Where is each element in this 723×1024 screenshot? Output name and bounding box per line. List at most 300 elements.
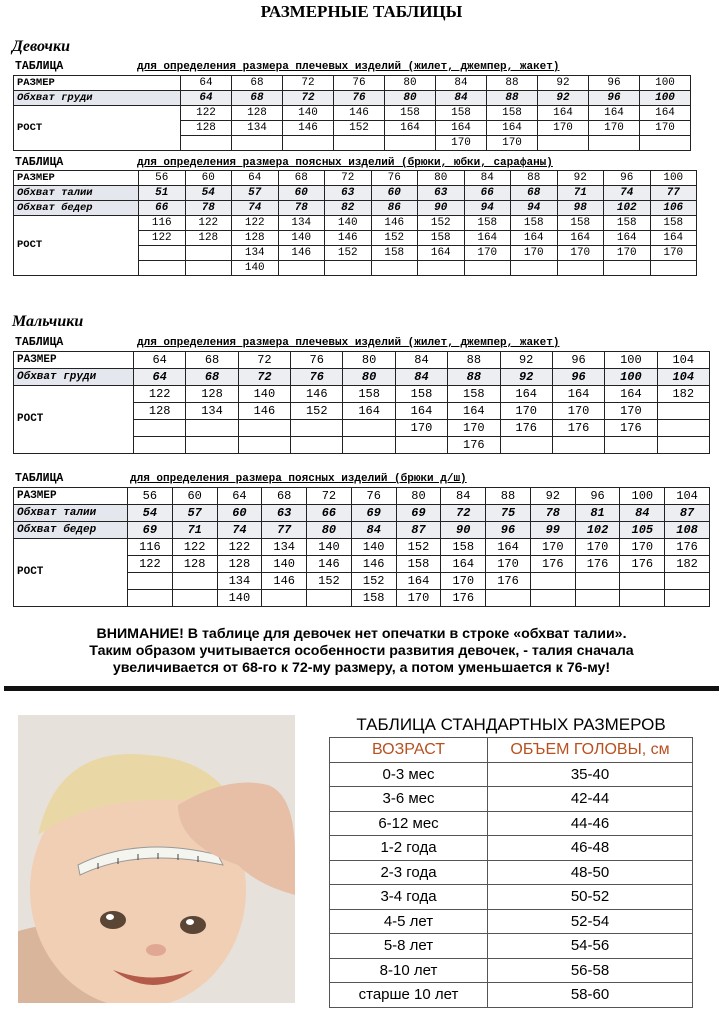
table-cell	[538, 136, 589, 151]
table-cell	[186, 437, 238, 454]
table-cell	[557, 261, 604, 276]
table-cell: 66	[307, 505, 352, 522]
col-age-header: ВОЗРАСТ	[330, 738, 488, 763]
table-cell: 146	[278, 246, 325, 261]
table-cell: 158	[487, 106, 538, 121]
table-cell: 122	[181, 106, 232, 121]
table-cell: 164	[604, 231, 651, 246]
table-cell: 158	[371, 246, 418, 261]
table-cell: 64	[232, 171, 279, 186]
table-cell: 134	[262, 539, 307, 556]
girls-shoulder-table	[13, 75, 691, 151]
table-cell: 104	[657, 369, 709, 386]
table-cell	[605, 437, 657, 454]
table-cell: 164	[395, 403, 447, 420]
table-cell: 146	[291, 386, 343, 403]
child-head-measure-photo	[18, 715, 295, 1003]
table-cell: 158	[395, 386, 447, 403]
table-cell: 140	[232, 261, 279, 276]
row-label: РАЗМЕР	[14, 352, 134, 369]
row-label: РОСТ	[14, 539, 128, 607]
table-row	[330, 860, 693, 885]
warning-line-1: ВНИМАНИЕ! В таблице для девочек нет опечатки в строке «обхват талии».	[96, 626, 627, 642]
head-size-cell: 48-50	[488, 860, 693, 885]
table-cell: 88	[487, 91, 538, 106]
table-cell: 51	[139, 186, 186, 201]
table-cell: 96	[604, 171, 651, 186]
girls-waist-table	[13, 170, 697, 276]
table-cell: 82	[325, 201, 372, 216]
girls-t2-label: ТАБЛИЦА	[15, 156, 64, 169]
table-row	[14, 505, 710, 522]
table-cell	[511, 261, 558, 276]
table-row	[14, 171, 697, 186]
table-cell: 134	[186, 403, 238, 420]
table-cell: 164	[552, 386, 604, 403]
table-cell: 176	[530, 556, 575, 573]
table-cell: 140	[351, 539, 396, 556]
table-cell: 158	[650, 216, 697, 231]
table-cell: 80	[396, 488, 441, 505]
age-cell: 6-12 мес	[330, 811, 488, 836]
row-label: РОСТ	[14, 106, 181, 151]
table-cell: 164	[418, 246, 465, 261]
table-cell: 146	[371, 216, 418, 231]
table-cell: 176	[575, 556, 620, 573]
table-cell: 54	[185, 186, 232, 201]
head-size-cell: 44-46	[488, 811, 693, 836]
table-cell: 100	[605, 369, 657, 386]
table-cell: 164	[640, 106, 691, 121]
table-cell: 164	[605, 386, 657, 403]
table-cell: 69	[396, 505, 441, 522]
page-title: РАЗМЕРНЫЕ ТАБЛИЦЫ	[260, 2, 463, 21]
table-cell: 90	[418, 201, 465, 216]
warning-note	[0, 626, 723, 677]
table-cell: 84	[436, 91, 487, 106]
table-cell: 158	[604, 216, 651, 231]
table-row	[14, 386, 710, 403]
table-row	[330, 787, 693, 812]
row-label: РОСТ	[14, 216, 139, 276]
child-photo-illustration	[18, 715, 295, 1003]
table-cell: 76	[334, 91, 385, 106]
table-cell: 170	[395, 420, 447, 437]
table-row	[330, 934, 693, 959]
table-cell: 71	[557, 186, 604, 201]
table-cell: 164	[557, 231, 604, 246]
table-cell: 64	[217, 488, 262, 505]
table-row	[14, 216, 697, 231]
table-cell: 152	[334, 121, 385, 136]
table-cell: 122	[134, 386, 186, 403]
table-cell: 96	[552, 369, 604, 386]
head-size-cell: 42-44	[488, 787, 693, 812]
table-cell: 140	[307, 539, 352, 556]
table-cell	[657, 403, 709, 420]
table-cell: 68	[232, 91, 283, 106]
table-cell: 140	[283, 106, 334, 121]
table-row	[14, 91, 691, 106]
row-label: РОСТ	[14, 386, 134, 454]
table-cell: 128	[232, 231, 279, 246]
row-label: Обхват бедер	[14, 522, 128, 539]
table-row	[14, 201, 697, 216]
table-cell	[291, 437, 343, 454]
table-cell	[620, 590, 665, 607]
table-cell: 152	[351, 573, 396, 590]
table-cell: 84	[441, 488, 486, 505]
table-cell: 152	[325, 246, 372, 261]
table-cell: 128	[217, 556, 262, 573]
table-row	[330, 958, 693, 983]
table-cell: 158	[557, 216, 604, 231]
age-cell: 8-10 лет	[330, 958, 488, 983]
boys-shoulder-table	[13, 351, 710, 454]
table-cell: 60	[371, 186, 418, 201]
row-label: Обхват талии	[14, 505, 128, 522]
table-cell: 88	[487, 76, 538, 91]
table-cell: 170	[552, 403, 604, 420]
table-cell: 128	[186, 386, 238, 403]
table-cell: 84	[351, 522, 396, 539]
table-cell: 96	[486, 522, 531, 539]
table-cell: 64	[181, 76, 232, 91]
table-cell: 170	[605, 403, 657, 420]
table-row	[14, 186, 697, 201]
table-cell: 69	[128, 522, 173, 539]
table-cell: 140	[278, 231, 325, 246]
table-row	[330, 811, 693, 836]
table-cell: 122	[139, 231, 186, 246]
table-cell: 116	[128, 539, 173, 556]
table-row	[14, 539, 710, 556]
table-row	[14, 369, 710, 386]
table-cell: 88	[448, 369, 500, 386]
table-cell: 68	[232, 76, 283, 91]
table-cell: 158	[351, 590, 396, 607]
table-cell	[657, 437, 709, 454]
table-cell	[128, 590, 173, 607]
table-cell: 170	[650, 246, 697, 261]
table-cell: 66	[464, 186, 511, 201]
table-cell: 146	[351, 556, 396, 573]
table-cell	[134, 437, 186, 454]
head-size-cell: 46-48	[488, 836, 693, 861]
table-cell: 128	[172, 556, 217, 573]
table-cell: 68	[278, 171, 325, 186]
row-label: Обхват талии	[14, 186, 139, 201]
table-cell: 140	[238, 386, 290, 403]
table-cell: 80	[385, 91, 436, 106]
age-cell: 5-8 лет	[330, 934, 488, 959]
table-cell	[640, 136, 691, 151]
table-cell: 69	[351, 505, 396, 522]
table-cell: 134	[217, 573, 262, 590]
table-cell: 68	[262, 488, 307, 505]
table-cell: 100	[650, 171, 697, 186]
table-cell: 134	[232, 121, 283, 136]
table-cell: 84	[395, 369, 447, 386]
table-cell: 72	[307, 488, 352, 505]
table-cell: 176	[620, 556, 665, 573]
table-cell: 164	[511, 231, 558, 246]
table-cell: 104	[657, 352, 709, 369]
table-cell: 84	[436, 76, 487, 91]
table-cell: 96	[589, 91, 640, 106]
table-cell	[139, 246, 186, 261]
table-cell: 68	[186, 352, 238, 369]
row-label: РАЗМЕР	[14, 488, 128, 505]
table-cell: 170	[530, 539, 575, 556]
table-cell: 128	[134, 403, 186, 420]
table-row	[330, 762, 693, 787]
table-cell	[665, 573, 710, 590]
table-cell: 164	[650, 231, 697, 246]
table-cell: 74	[217, 522, 262, 539]
head-size-cell: 52-54	[488, 909, 693, 934]
table-cell: 170	[448, 420, 500, 437]
table-cell	[371, 261, 418, 276]
table-cell	[232, 136, 283, 151]
table-cell	[395, 437, 447, 454]
table-cell	[530, 573, 575, 590]
head-size-cell: 35-40	[488, 762, 693, 787]
table-cell: 87	[396, 522, 441, 539]
table-cell: 77	[262, 522, 307, 539]
table-cell: 68	[511, 186, 558, 201]
table-cell: 56	[128, 488, 173, 505]
table-cell: 76	[334, 76, 385, 91]
table-cell: 63	[325, 186, 372, 201]
table-cell: 146	[238, 403, 290, 420]
table-cell	[291, 420, 343, 437]
table-cell	[278, 261, 325, 276]
table-cell: 134	[232, 246, 279, 261]
table-cell: 96	[575, 488, 620, 505]
table-cell: 164	[441, 556, 486, 573]
table-cell: 72	[238, 369, 290, 386]
table-cell: 158	[441, 539, 486, 556]
age-cell: 2-3 года	[330, 860, 488, 885]
table-cell: 170	[538, 121, 589, 136]
table-cell: 64	[181, 91, 232, 106]
table-cell: 170	[620, 539, 665, 556]
table-row	[330, 836, 693, 861]
table-cell: 102	[575, 522, 620, 539]
table-row	[14, 488, 710, 505]
row-label: Обхват груди	[14, 91, 181, 106]
table-cell: 80	[343, 352, 395, 369]
table-cell: 72	[238, 352, 290, 369]
boys-t1-desc: для определения размера плечевых изделий (жилет, джемпер, жакет)	[137, 337, 560, 349]
section-divider	[4, 686, 719, 691]
table-cell	[128, 573, 173, 590]
table-cell	[500, 437, 552, 454]
table-cell: 100	[640, 91, 691, 106]
table-cell: 158	[464, 216, 511, 231]
table-cell: 81	[575, 505, 620, 522]
table-cell: 158	[343, 386, 395, 403]
age-cell: 3-4 года	[330, 885, 488, 910]
table-cell	[307, 590, 352, 607]
col-head-header: ОБЪЕМ ГОЛОВЫ, см	[488, 738, 693, 763]
table-cell: 68	[186, 369, 238, 386]
table-cell	[575, 573, 620, 590]
table-cell: 170	[589, 121, 640, 136]
table-cell: 116	[139, 216, 186, 231]
row-label: РАЗМЕР	[14, 76, 181, 91]
table-cell: 158	[511, 216, 558, 231]
table-cell: 56	[139, 171, 186, 186]
table-cell	[530, 590, 575, 607]
table-cell: 92	[557, 171, 604, 186]
table-cell: 66	[139, 201, 186, 216]
row-label: Обхват бедер	[14, 201, 139, 216]
table-cell: 170	[436, 136, 487, 151]
table-cell: 92	[500, 369, 552, 386]
table-cell	[486, 590, 531, 607]
table-cell	[185, 261, 232, 276]
table-cell: 84	[395, 352, 447, 369]
table-cell: 64	[134, 369, 186, 386]
table-cell: 76	[371, 171, 418, 186]
table-row	[330, 983, 693, 1008]
table-cell	[172, 573, 217, 590]
table-cell: 146	[262, 573, 307, 590]
table-cell: 63	[418, 186, 465, 201]
table-cell: 146	[325, 231, 372, 246]
table-cell: 54	[128, 505, 173, 522]
table-cell: 102	[604, 201, 651, 216]
table-cell: 76	[351, 488, 396, 505]
row-label: РАЗМЕР	[14, 171, 139, 186]
table-cell: 96	[552, 352, 604, 369]
table-cell: 80	[307, 522, 352, 539]
table-cell	[172, 590, 217, 607]
table-cell: 158	[396, 556, 441, 573]
table-cell: 170	[557, 246, 604, 261]
table-cell: 99	[530, 522, 575, 539]
table-cell: 94	[464, 201, 511, 216]
table-cell: 164	[538, 106, 589, 121]
table-cell: 170	[464, 246, 511, 261]
table-cell: 122	[128, 556, 173, 573]
table-cell: 77	[650, 186, 697, 201]
table-cell: 152	[371, 231, 418, 246]
table-cell: 176	[486, 573, 531, 590]
head-size-cell: 56-58	[488, 958, 693, 983]
table-cell: 170	[640, 121, 691, 136]
age-cell: 4-5 лет	[330, 909, 488, 934]
table-cell: 140	[262, 556, 307, 573]
table-cell: 88	[448, 352, 500, 369]
table-cell: 128	[185, 231, 232, 246]
table-cell: 170	[486, 556, 531, 573]
table-cell: 164	[589, 106, 640, 121]
age-cell: 1-2 года	[330, 836, 488, 861]
table-cell: 87	[665, 505, 710, 522]
table-cell: 182	[665, 556, 710, 573]
table-cell: 158	[385, 106, 436, 121]
table-cell: 108	[665, 522, 710, 539]
table-cell: 158	[448, 386, 500, 403]
table-cell: 134	[278, 216, 325, 231]
table-cell: 80	[385, 76, 436, 91]
table-cell: 88	[511, 171, 558, 186]
table-cell: 128	[181, 121, 232, 136]
table-row	[14, 106, 691, 121]
table-cell: 96	[589, 76, 640, 91]
table-cell: 140	[325, 216, 372, 231]
table-cell	[589, 136, 640, 151]
table-cell: 146	[307, 556, 352, 573]
table-cell	[343, 420, 395, 437]
table-cell: 57	[232, 186, 279, 201]
warning-line-3: увеличивается от 68-го к 72-му размеру, а потом уменьшается к 76-му!	[112, 660, 611, 676]
table-cell	[665, 590, 710, 607]
table-cell: 74	[232, 201, 279, 216]
table-cell: 176	[441, 590, 486, 607]
table-cell: 164	[436, 121, 487, 136]
table-cell: 88	[486, 488, 531, 505]
table-cell: 64	[134, 352, 186, 369]
table-cell: 152	[396, 539, 441, 556]
table-cell: 164	[500, 386, 552, 403]
table-cell: 71	[172, 522, 217, 539]
table-cell: 140	[217, 590, 262, 607]
table-cell	[620, 573, 665, 590]
table-cell	[650, 261, 697, 276]
table-cell: 164	[486, 539, 531, 556]
table-cell: 176	[552, 420, 604, 437]
table-cell: 176	[448, 437, 500, 454]
table-cell: 80	[418, 171, 465, 186]
table-cell: 100	[605, 352, 657, 369]
table-cell: 164	[343, 403, 395, 420]
table-cell: 176	[605, 420, 657, 437]
table-cell: 170	[500, 403, 552, 420]
table-cell: 170	[604, 246, 651, 261]
table-cell: 164	[464, 231, 511, 246]
table-cell: 146	[283, 121, 334, 136]
girls-section-title: Девочки	[12, 38, 70, 55]
table-cell: 80	[343, 369, 395, 386]
table-cell	[283, 136, 334, 151]
boys-t2-desc: для определения размера поясных изделий (брюки д/ш)	[130, 473, 467, 485]
table-cell	[657, 420, 709, 437]
table-cell: 164	[448, 403, 500, 420]
table-cell: 60	[185, 171, 232, 186]
table-cell: 60	[278, 186, 325, 201]
table-cell: 60	[172, 488, 217, 505]
table-cell: 122	[185, 216, 232, 231]
table-cell: 100	[620, 488, 665, 505]
table-cell	[418, 261, 465, 276]
table-cell	[464, 261, 511, 276]
table-cell	[325, 261, 372, 276]
table-cell	[186, 420, 238, 437]
table-cell: 164	[396, 573, 441, 590]
table-row	[14, 76, 691, 91]
table-row	[330, 909, 693, 934]
table-cell	[552, 437, 604, 454]
table-cell: 72	[325, 171, 372, 186]
table-cell: 170	[575, 539, 620, 556]
table-cell	[604, 261, 651, 276]
table-cell: 60	[217, 505, 262, 522]
table-cell	[181, 136, 232, 151]
